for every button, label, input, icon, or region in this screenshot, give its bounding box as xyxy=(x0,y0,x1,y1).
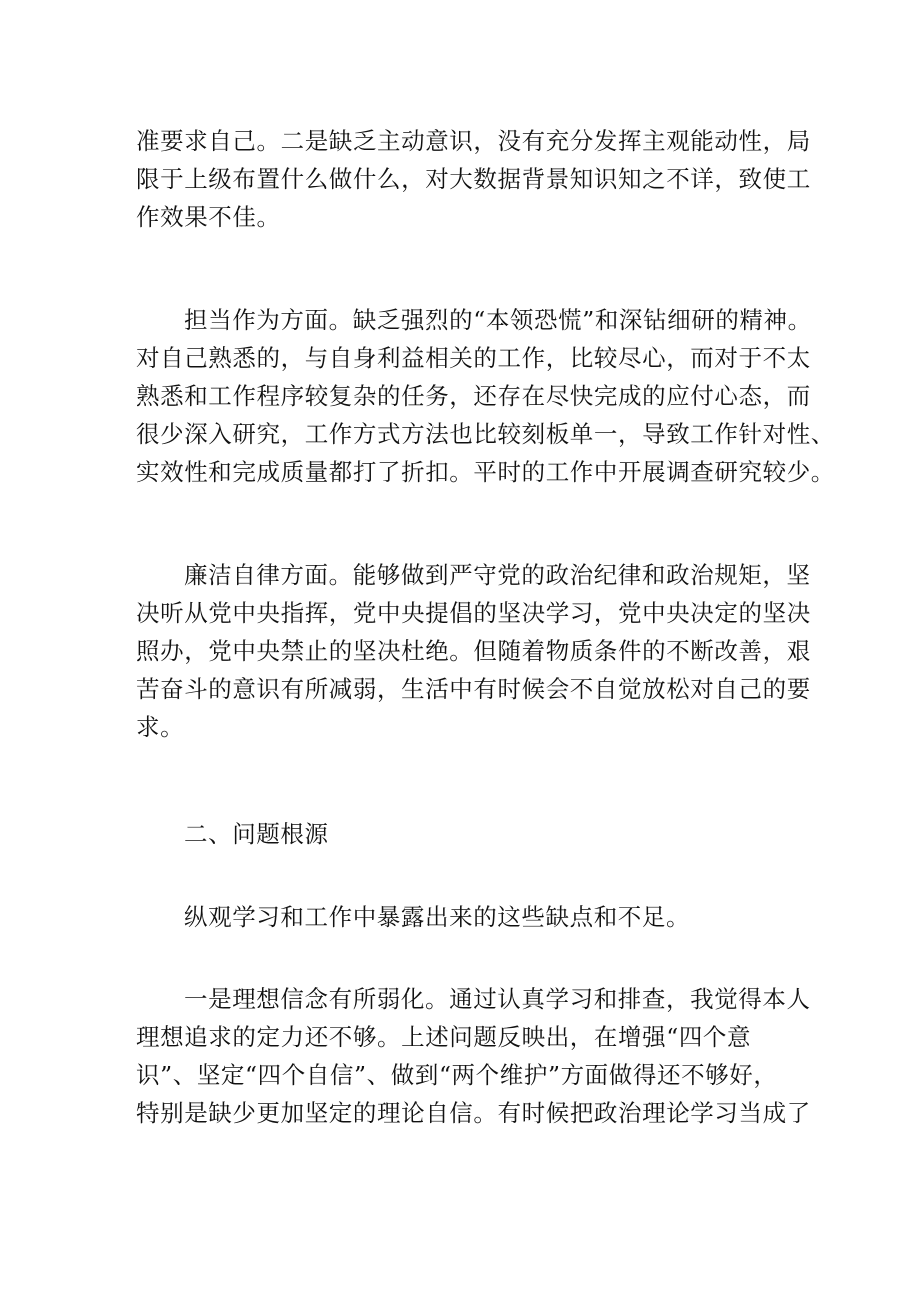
text-line: 照办，党中央禁止的坚决杜绝。但随着物质条件的不断改善，艰 xyxy=(136,637,811,665)
paragraph-continuation xyxy=(136,122,811,236)
paragraph-integrity xyxy=(136,556,811,746)
text-line: 实效性和完成质量都打了折扣。平时的工作中开展调查研究较少。 xyxy=(136,458,835,486)
text-line: 熟悉和工作程序较复杂的任务，还存在尽快完成的应付心态，而 xyxy=(136,382,811,410)
paragraph-ideals xyxy=(136,980,811,1132)
text-line: 作效果不佳。 xyxy=(136,203,281,231)
heading-text: 二、问题根源 xyxy=(184,820,329,848)
text-line: 特别是缺少更加坚定的理论自信。有时候把政治理论学习当成了 xyxy=(136,1099,811,1127)
text-line: 一是理想信念有所弱化。通过认真学习和排查，我觉得本人 xyxy=(184,985,811,1013)
paragraph-summary xyxy=(136,898,786,936)
paragraph-responsibility xyxy=(136,301,835,491)
text-line: 担当作为方面。缺乏强烈的“本领恐慌”和深钻细研的精神。 xyxy=(184,306,812,334)
text-line: 苦奋斗的意识有所减弱，生活中有时候会不自觉放松对自己的要 xyxy=(136,675,811,703)
text-line: 限于上级布置什么做什么，对大数据背景知识知之不详，致使工 xyxy=(136,165,811,193)
text-line: 识”、坚定“四个自信”、做到“两个维护”方面做得还不够好， xyxy=(136,1061,778,1089)
text-line: 准要求自己。二是缺乏主动意识，没有充分发挥主观能动性，局 xyxy=(136,127,811,155)
text-line: 廉洁自律方面。能够做到严守党的政治纪律和政治规矩，坚 xyxy=(184,561,811,589)
text-line: 求。 xyxy=(136,713,185,741)
text-line: 纵观学习和工作中暴露出来的这些缺点和不足。 xyxy=(184,903,691,931)
text-line: 很少深入研究，工作方式方法也比较刻板单一，导致工作针对性、 xyxy=(136,420,835,448)
section-heading xyxy=(136,815,786,853)
text-line: 理想追求的定力还不够。上述问题反映出，在增强“四个意 xyxy=(136,1023,752,1051)
text-line: 对自己熟悉的，与自身利益相关的工作，比较尽心，而对于不太 xyxy=(136,344,811,372)
text-line: 决听从党中央指挥，党中央提倡的坚决学习，党中央决定的坚决 xyxy=(136,599,811,627)
